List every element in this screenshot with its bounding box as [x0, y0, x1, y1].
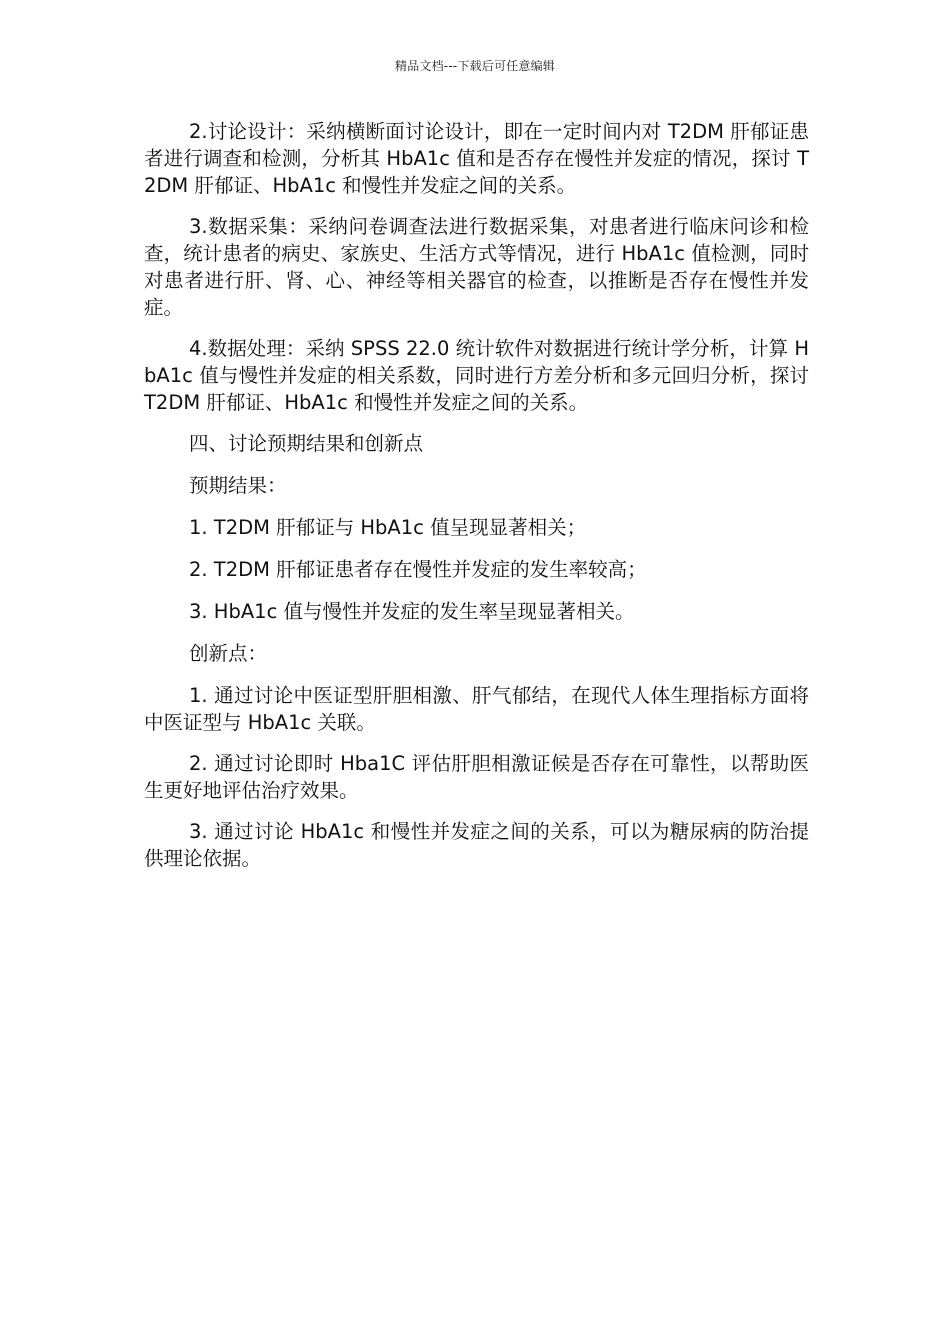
paragraph-study-design: 2.讨论设计：采纳横断面讨论设计，即在一定时间内对 T2DM 肝郁证患者进行调查和检测，分析其 HbA1c 值和是否存在慢性并发症的情况，探讨 T2DM 肝郁证、HbA1c 和慢性并发症之间的关系。 — [144, 120, 809, 197]
paragraph-data-collection: 3.数据采集：采纳问卷调查法进行数据采集，对患者进行临床问诊和检查，统计患者的病史、家族史、生活方式等情况，进行 HbA1c 值检测，同时对患者进行肝、肾、心、神经等相关器官的检查，以推断是否存在慢性并发症。 — [144, 215, 809, 319]
innovation-item-1: 1. 通过讨论中医证型肝胆相激、肝气郁结，在现代人体生理指标方面将中医证型与 HbA1c 关联。 — [144, 684, 809, 734]
innovation-item-3: 3. 通过讨论 HbA1c 和慢性并发症之间的关系，可以为糖尿病的防治提供理论依据。 — [144, 820, 809, 870]
innovation-item-2: 2. 通过讨论即时 Hba1C 评估肝胆相激证候是否存在可靠性，以帮助医生更好地评估治疗效果。 — [144, 752, 809, 802]
subheading-expected-results: 预期结果： — [189, 474, 287, 497]
expected-result-item-3: 3. HbA1c 值与慢性并发症的发生率呈现显著相关。 — [189, 600, 635, 623]
section-heading-expected-results: 四、讨论预期结果和创新点 — [189, 432, 424, 455]
expected-result-item-1: 1. T2DM 肝郁证与 HbA1c 值呈现显著相关； — [189, 516, 587, 539]
subheading-innovations: 创新点： — [189, 642, 268, 665]
paragraph-data-processing: 4.数据处理：采纳 SPSS 22.0 统计软件对数据进行统计学分析，计算 HbA1c 值与慢性并发症的相关系数，同时进行方差分析和多元回归分析，探讨 T2DM 肝郁证、HbA1c 和慢性并发症之间的关系。 — [144, 337, 809, 414]
document-body — [144, 118, 809, 886]
expected-result-item-2: 2. T2DM 肝郁证患者存在慢性并发症的发生率较高； — [189, 558, 647, 581]
page-header: 精品文档---下载后可任意编辑 — [395, 59, 555, 73]
